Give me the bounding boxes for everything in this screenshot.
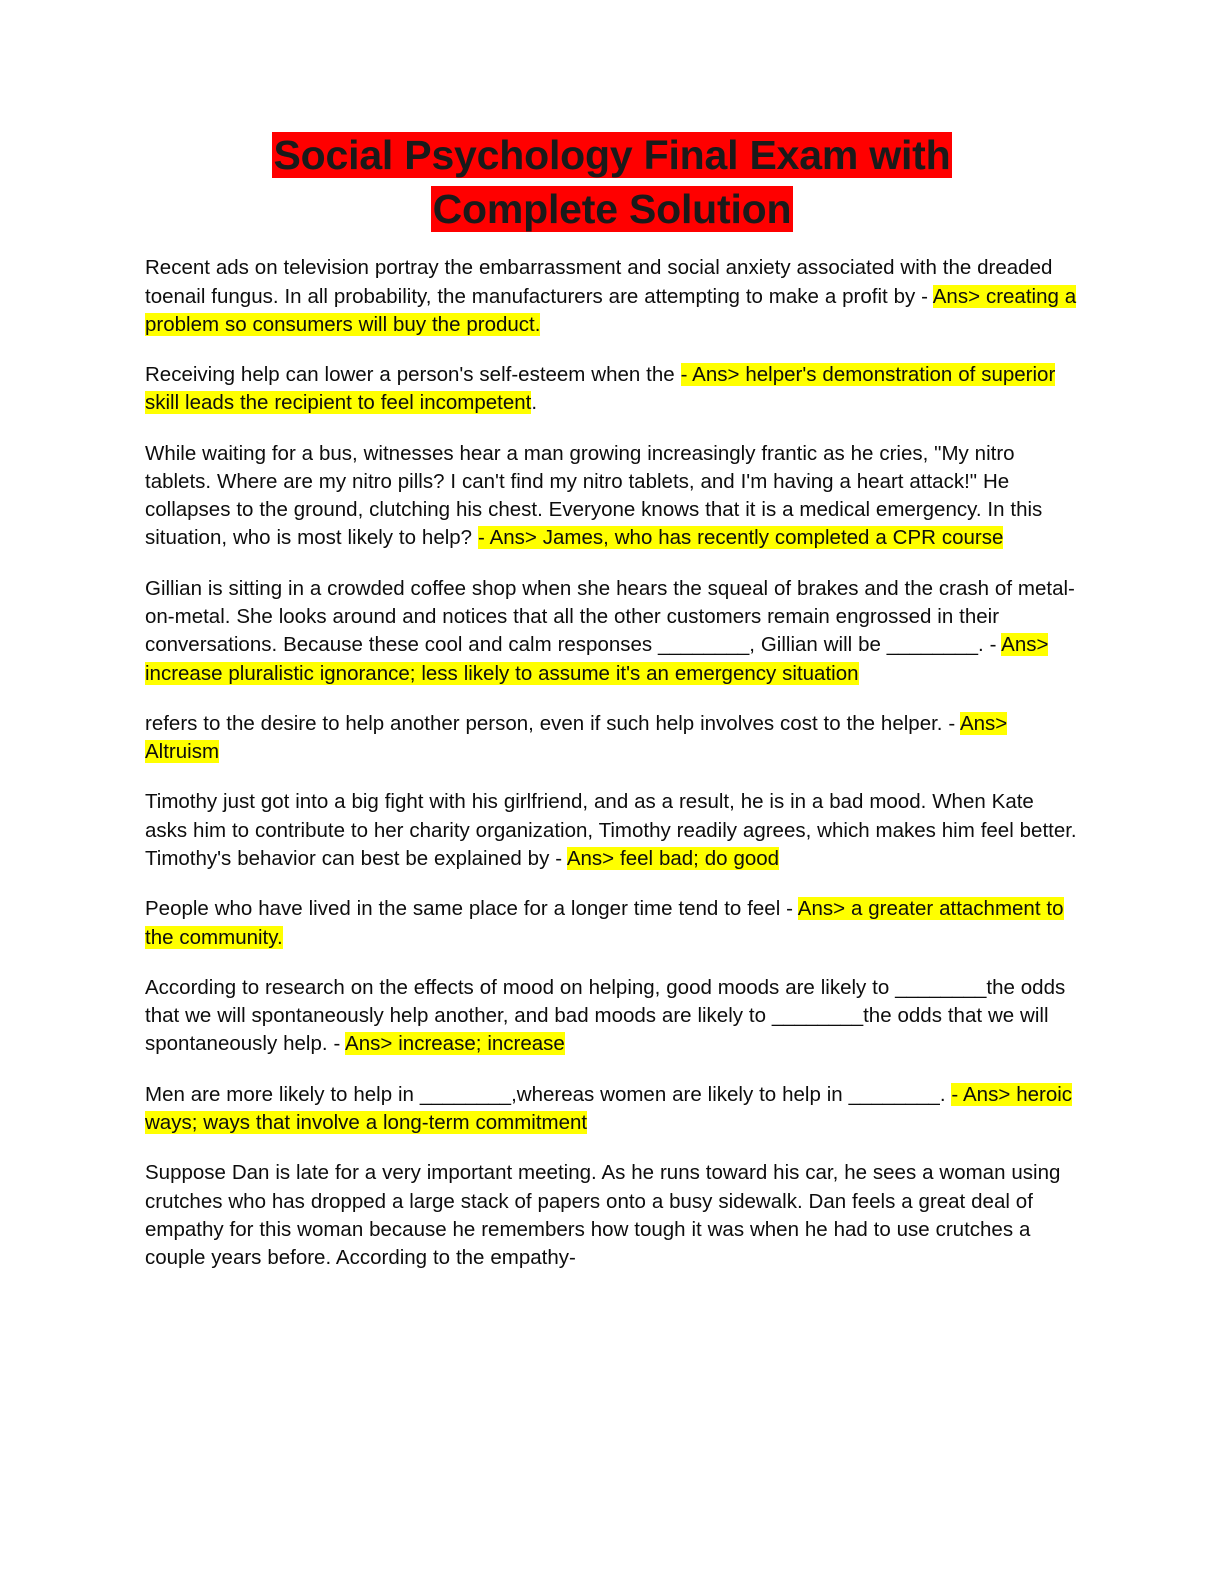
answer-text-6: Ans> feel bad; do good: [566, 847, 780, 870]
title-text-1: Social Psychology Final Exam with: [273, 132, 951, 178]
question-text-8: According to research on the effects of mood on helping, good moods are likely to ________the odds that we will spontaneously help another, and bad moods are likely to ________the odds that we will spontaneously help. -: [145, 975, 1066, 1056]
qa-paragraph-6: [145, 788, 1079, 873]
question-text-4: Gillian is sitting in a crowded coffee shop when she hears the squeal of brakes and the crash of metal-on-metal. She looks around and notices that all the other customers remain engrossed in their conversations. Because these cool and calm responses ________, Gillian will be ________. -: [145, 576, 1075, 657]
qa-paragraph-9: [145, 1081, 1079, 1138]
qa-paragraph-4: [145, 575, 1079, 688]
qa-paragraph-8: [145, 974, 1079, 1059]
answer-text-4: Ans> increase pluralistic ignorance; less likely to assume it's an emergency situation: [145, 633, 1049, 685]
title-line-2: [145, 182, 1079, 236]
qa-paragraph-2: [145, 361, 1079, 418]
answer-text-5: Ans> Altruism: [145, 711, 1008, 764]
qa-paragraph-10: [145, 1159, 1079, 1272]
question-text-9: Men are more likely to help in ________,whereas women are likely to help in ________.: [145, 1082, 952, 1106]
question-text-2: Receiving help can lower a person's self-esteem when the: [145, 363, 681, 387]
qa-paragraph-7: [145, 895, 1079, 952]
answer-text-9: - Ans> heroic ways; ways that involve a long-term commitment: [145, 1082, 1073, 1134]
question-text-3: While waiting for a bus, witnesses hear a man growing increasingly frantic as he cries, "My nitro tablets. Where are my nitro pills? I can't find my nitro tablets, and I'm having a heart attack!" He collapses to the ground, clutching his chest. Everyone knows that it is a medical emergency. In this situation, who is most likely to help?: [145, 441, 1043, 550]
title-line-1: [145, 128, 1079, 182]
answer-text-2: - Ans> helper's demonstration of superior skill leads the recipient to feel incompetent: [145, 363, 1056, 415]
qa-paragraph-5: [145, 710, 1079, 767]
answer-text-3: - Ans> James, who has recently completed a CPR course: [477, 526, 1004, 550]
answer-text-8: Ans> increase; increase: [345, 1032, 565, 1056]
qa-paragraph-3: [145, 440, 1079, 553]
title-text-2: Complete Solution: [432, 186, 792, 233]
question-text-1: Recent ads on television portray the embarrassment and social anxiety associated with the dreaded toenail fungus. In all probability, the manufacturers are attempting to make a profit by -: [145, 256, 1053, 308]
page-title: [145, 128, 1079, 236]
question-text-6: Timothy just got into a big fight with his girlfriend, and as a result, he is in a bad mood. When Kate asks him to contribute to her charity organization, Timothy readily agrees, which makes him feel better. Timothy's behavior can best be explained by -: [145, 790, 1077, 870]
qa-paragraph-1: [145, 254, 1079, 339]
answer-text-1: Ans> creating a problem so consumers will buy the product.: [145, 284, 1077, 336]
question-text-7: People who have lived in the same place for a longer time tend to feel -: [145, 897, 798, 921]
answer-text-7: Ans> a greater attachment to the community.: [145, 897, 1064, 949]
question-text-10: Suppose Dan is late for a very important meeting. As he runs toward his car, he sees a woman using crutches who has dropped a large stack of papers onto a busy sidewalk. Dan feels a great deal of empathy for this woman because he remembers how tough it was when he had to use crutches a couple years before. According to the empathy-: [145, 1161, 1061, 1270]
question-tail-2: .: [531, 391, 538, 415]
question-text-5: refers to the desire to help another person, even if such help involves cost to the helper. -: [145, 711, 960, 735]
